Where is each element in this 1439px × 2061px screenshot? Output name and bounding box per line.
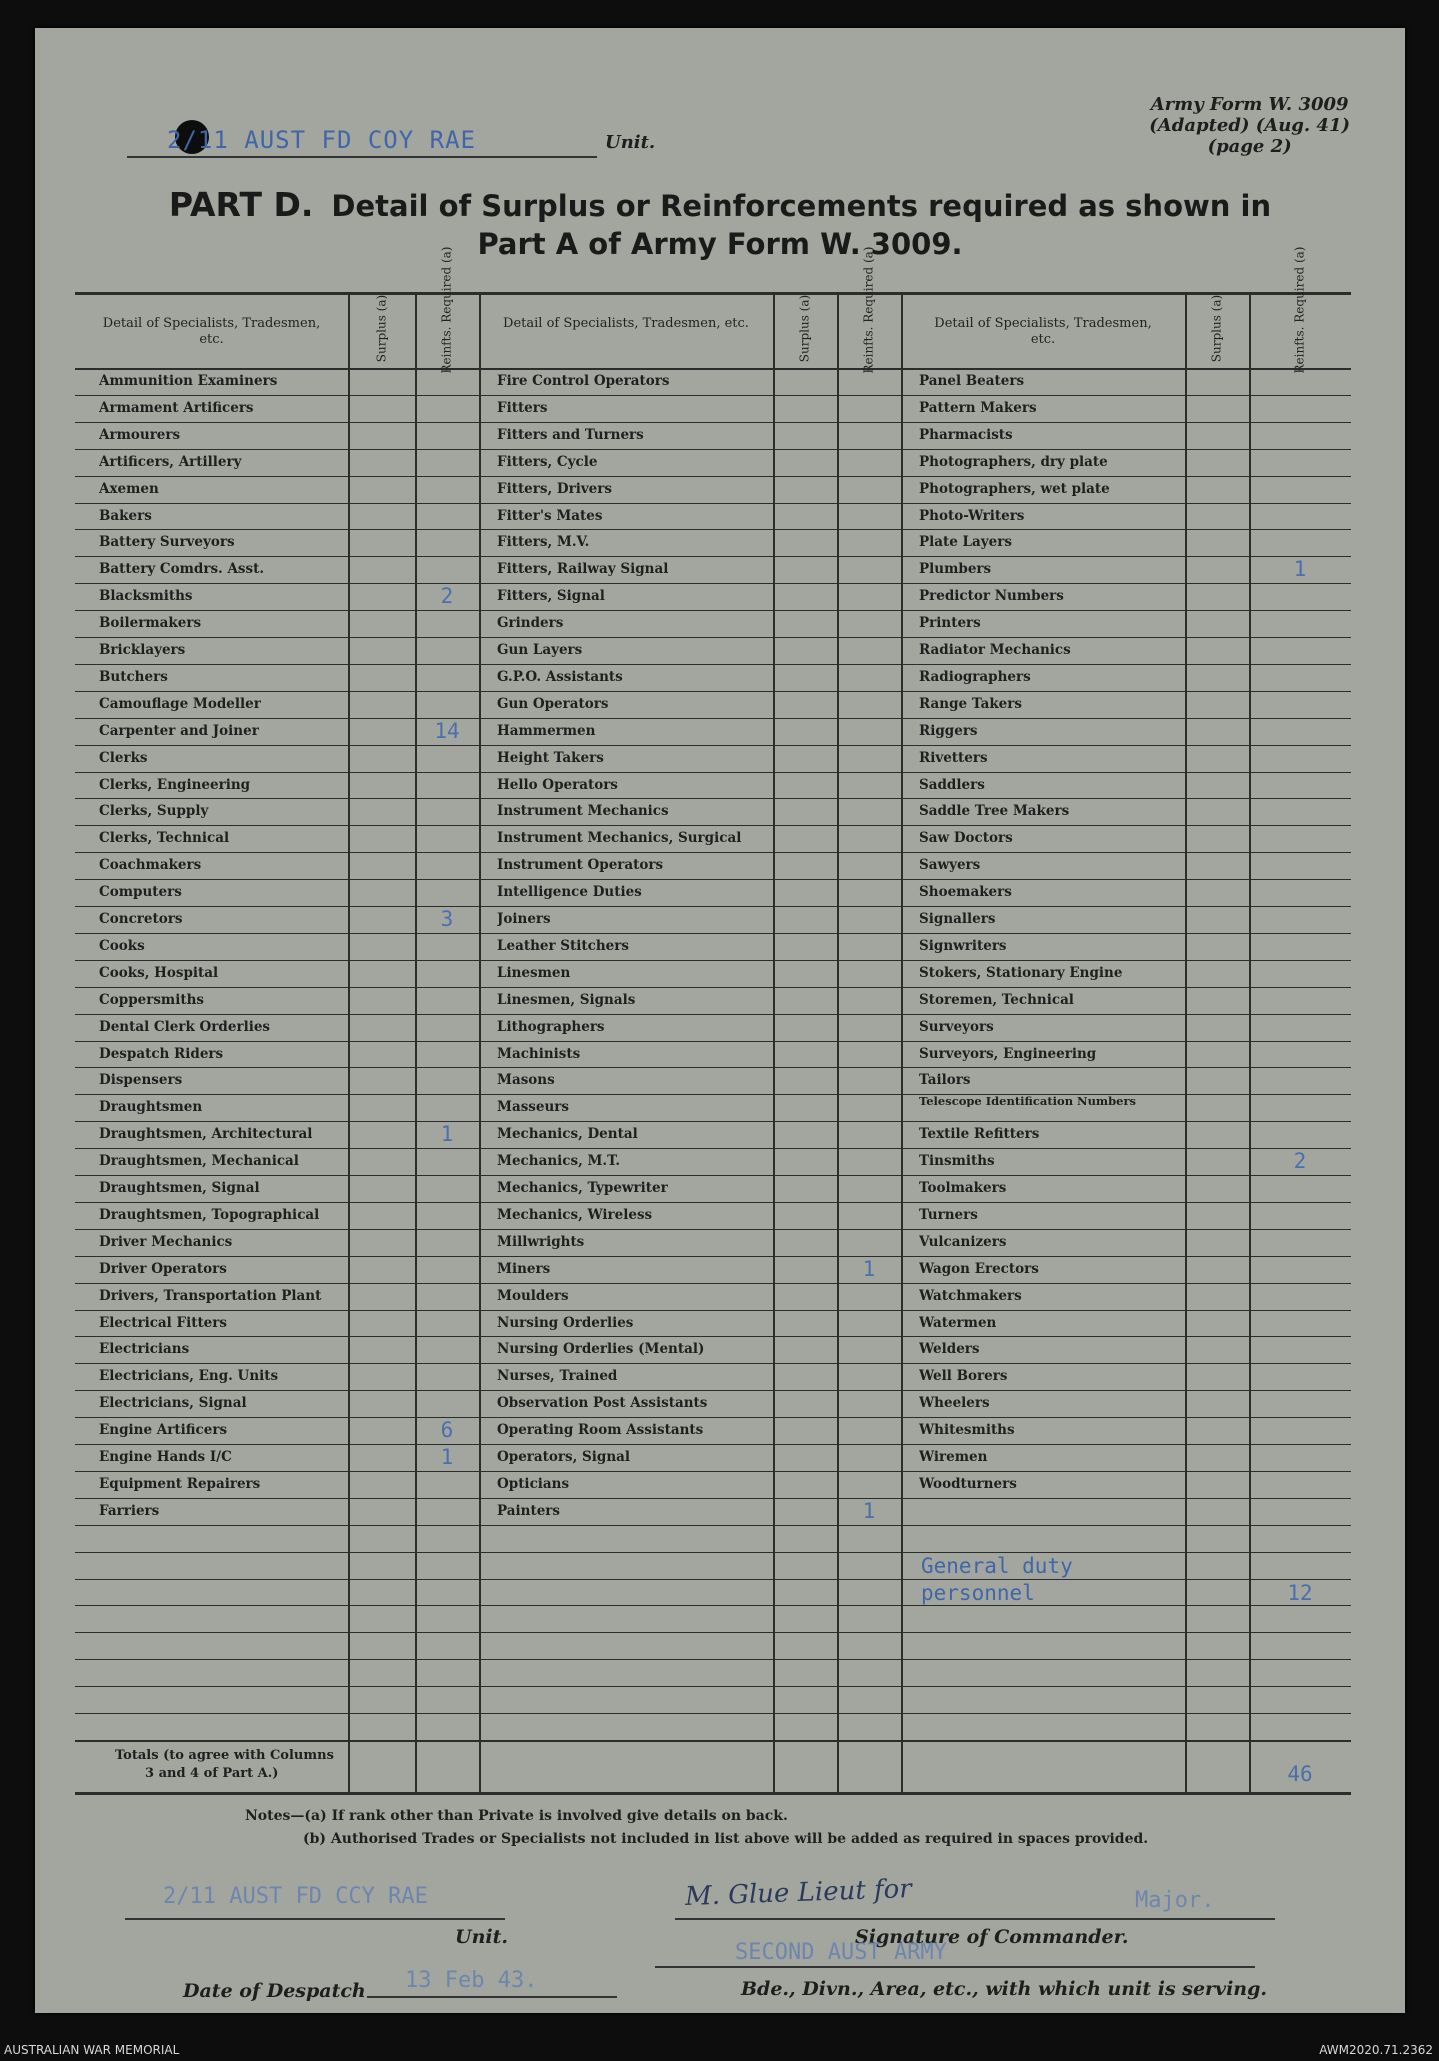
specialist-2-8: Predictor Numbers <box>919 588 1064 605</box>
surplus-header: Surplus (a) <box>797 294 812 363</box>
specialist-1-14: Height Takers <box>497 749 604 766</box>
specialist-2-13: Riggers <box>919 722 978 739</box>
table-top-rule <box>75 292 1351 295</box>
row-rule <box>75 1713 1351 1714</box>
unit-top-field <box>127 124 656 158</box>
row-rule <box>75 745 1351 746</box>
specialist-2-2: Pharmacists <box>919 426 1013 443</box>
specialist-1-8: Fitters, Signal <box>497 588 605 605</box>
reinfts-header: Reinfts. Required (a) <box>861 246 876 374</box>
reinforcement-value: 2 <box>440 584 454 609</box>
row-rule <box>75 825 1351 826</box>
specialist-0-37: Electricians, Eng. Units <box>99 1368 279 1385</box>
specialist-0-13: Carpenter and Joiner <box>99 722 259 739</box>
reinforcement-value: 1 <box>862 1498 876 1523</box>
row-rule <box>75 1336 1351 1337</box>
specialist-1-11: G.P.O. Assistants <box>497 668 623 685</box>
date-line <box>367 1996 617 1998</box>
specialist-2-35: Watermen <box>919 1314 997 1331</box>
specialist-1-18: Instrument Operators <box>497 857 664 874</box>
row-rule <box>75 1202 1351 1203</box>
row-rule <box>75 422 1351 423</box>
specialist-2-33: Wagon Erectors <box>919 1260 1039 1277</box>
specialist-0-42: Farriers <box>99 1502 160 1519</box>
form-ref-line-2: (Adapted) (Aug. 41) <box>1149 115 1350 136</box>
specialist-2-32: Vulcanizers <box>919 1233 1007 1250</box>
specialist-1-1: Fitters <box>497 399 548 416</box>
extra-entry-line-1: General duty <box>921 1553 1073 1578</box>
specialist-2-31: Turners <box>919 1206 978 1223</box>
specialist-0-41: Equipment Repairers <box>99 1475 261 1492</box>
specialist-2-29: Tinsmiths <box>919 1153 995 1170</box>
specialist-1-29: Mechanics, M.T. <box>497 1153 621 1170</box>
column-header: Detail of Specialists, Tradesmen, etc. <box>934 316 1152 347</box>
specialist-1-10: Gun Layers <box>497 642 583 658</box>
specialist-0-12: Camouflage Modeller <box>99 695 261 712</box>
specialist-1-3: Fitters, Cycle <box>497 453 598 470</box>
specialist-2-27: Telescope Identification Numbers <box>919 1095 1136 1108</box>
row-rule <box>75 529 1351 530</box>
footer-unit-line <box>125 1918 505 1920</box>
surplus-header: Surplus (a) <box>1209 294 1224 363</box>
title-part: PART D. <box>168 185 314 224</box>
specialist-2-28: Textile Refitters <box>919 1126 1040 1143</box>
specialist-0-15: Clerks, Engineering <box>99 776 251 793</box>
page-title <box>35 186 1405 263</box>
specialist-1-23: Linesmen, Signals <box>497 991 636 1008</box>
reinfts-header: Reinfts. Required (a) <box>439 246 454 374</box>
specialist-0-31: Draughtsmen, Topographical <box>99 1206 320 1223</box>
specialist-0-24: Dental Clerk Orderlies <box>99 1018 271 1035</box>
col-rule <box>773 294 775 1792</box>
specialist-0-18: Coachmakers <box>99 857 202 874</box>
row-rule <box>75 1014 1351 1015</box>
specialist-1-9: Grinders <box>497 615 564 632</box>
specialist-1-0: Fire Control Operators <box>497 373 670 389</box>
specialist-1-34: Moulders <box>497 1287 569 1304</box>
specialist-2-16: Saddle Tree Makers <box>919 803 1070 820</box>
specialist-0-27: Draughtsmen <box>99 1099 203 1116</box>
row-rule <box>75 718 1351 719</box>
specialist-0-40: Engine Hands I/C <box>99 1449 232 1465</box>
specialist-2-18: Sawyers <box>919 857 981 874</box>
specialist-0-23: Coppersmiths <box>99 991 204 1008</box>
unit-top-label: Unit. <box>605 132 656 153</box>
col-rule <box>901 294 903 1792</box>
specialist-2-41: Woodturners <box>919 1475 1017 1492</box>
row-rule <box>75 1283 1351 1284</box>
specialist-2-9: Printers <box>919 615 981 632</box>
signature: M. Glue Lieut for <box>684 1874 913 1912</box>
extra-entry-value: 12 <box>1287 1580 1313 1605</box>
col-rule <box>479 294 481 1792</box>
specialist-0-14: Clerks <box>99 749 148 766</box>
specialist-2-24: Surveyors <box>919 1018 994 1035</box>
specialist-0-4: Axemen <box>99 480 159 497</box>
specialist-2-40: Wiremen <box>919 1449 988 1465</box>
specialist-1-6: Fitters, M.V. <box>497 534 590 551</box>
specialist-0-1: Armament Artificers <box>99 399 254 416</box>
row-rule <box>75 1363 1351 1364</box>
row-rule <box>75 1659 1351 1660</box>
specialist-2-26: Tailors <box>919 1072 971 1089</box>
row-rule <box>75 1175 1351 1176</box>
specialist-2-25: Surveyors, Engineering <box>919 1045 1097 1062</box>
form-sheet <box>35 28 1405 2013</box>
totals-rule <box>75 1740 1351 1742</box>
specialist-2-15: Saddlers <box>919 776 985 793</box>
row-rule <box>75 1525 1351 1526</box>
specialist-1-32: Millwrights <box>497 1233 585 1250</box>
specialist-2-23: Storemen, Technical <box>919 991 1074 1008</box>
specialist-2-34: Watchmakers <box>919 1287 1022 1304</box>
credit-left: AUSTRALIAN WAR MEMORIAL <box>4 2043 180 2057</box>
reinforcement-value: 2 <box>1293 1149 1307 1174</box>
specialist-2-11: Radiographers <box>919 668 1031 685</box>
reinforcement-value: 6 <box>440 1418 454 1443</box>
row-rule <box>75 906 1351 907</box>
specialist-0-39: Engine Artificers <box>99 1422 228 1439</box>
column-header: Detail of Specialists, Tradesmen, etc. <box>102 316 321 347</box>
signature-label: Signature of Commander. <box>855 1926 1129 1948</box>
specialist-1-7: Fitters, Railway Signal <box>497 561 669 578</box>
form-reference <box>1149 94 1350 157</box>
specialist-0-36: Electricians <box>99 1341 190 1358</box>
row-rule <box>75 610 1351 611</box>
specialist-1-24: Lithographers <box>497 1018 605 1035</box>
row-rule <box>75 1686 1351 1687</box>
row-rule <box>75 503 1351 504</box>
specialist-1-22: Linesmen <box>497 964 571 981</box>
row-rule <box>75 1632 1351 1633</box>
specialist-2-38: Wheelers <box>919 1395 990 1412</box>
row-rule <box>75 1256 1351 1257</box>
totals-label-1: Totals (to agree with Columns <box>115 1747 334 1763</box>
row-rule <box>75 556 1351 557</box>
specialist-2-36: Welders <box>919 1341 980 1358</box>
specialist-1-25: Machinists <box>497 1045 581 1062</box>
row-rule <box>75 449 1351 450</box>
row-rule <box>75 879 1351 880</box>
col-rule <box>348 294 350 1792</box>
specialist-2-21: Signwriters <box>919 937 1007 954</box>
row-rule <box>75 664 1351 665</box>
specialist-2-12: Range Takers <box>919 695 1022 712</box>
specialist-0-22: Cooks, Hospital <box>99 964 219 981</box>
row-rule <box>75 1605 1351 1606</box>
row-rule <box>75 1552 1351 1553</box>
row-rule <box>75 395 1351 396</box>
row-rule <box>75 1498 1351 1499</box>
totals-label-2: 3 and 4 of Part A.) <box>145 1765 279 1781</box>
specialist-0-5: Bakers <box>99 507 152 524</box>
row-rule <box>75 1471 1351 1472</box>
specialist-1-41: Opticians <box>497 1475 570 1492</box>
reinforcement-value: 1 <box>862 1256 876 1281</box>
signature-rank: Major. <box>1135 1888 1215 1913</box>
totals-value: 46 <box>1287 1761 1313 1786</box>
specialist-0-0: Ammunition Examiners <box>99 373 278 389</box>
form-ref-line-1: Army Form W. 3009 <box>1150 94 1349 115</box>
signature-line <box>675 1918 1275 1920</box>
specialist-1-4: Fitters, Drivers <box>497 480 612 497</box>
row-rule <box>75 852 1351 853</box>
reinfts-header: Reinfts. Required (a) <box>1292 246 1307 374</box>
extra-entry-line-2: personnel <box>921 1580 1035 1605</box>
date-label: Date of Despatch <box>183 1980 366 2002</box>
specialist-1-21: Leather Stitchers <box>497 937 629 954</box>
specialist-0-17: Clerks, Technical <box>99 830 230 847</box>
row-rule <box>75 637 1351 638</box>
specialist-1-17: Instrument Mechanics, Surgical <box>497 830 742 847</box>
footer-unit-label: Unit. <box>455 1926 508 1948</box>
specialist-2-4: Photographers, wet plate <box>919 480 1110 497</box>
specialist-0-8: Blacksmiths <box>99 588 193 605</box>
specialist-2-6: Plate Layers <box>919 534 1012 551</box>
row-rule <box>75 1067 1351 1068</box>
row-rule <box>75 960 1351 961</box>
row-rule <box>75 1229 1351 1230</box>
specialist-0-10: Bricklayers <box>99 642 186 658</box>
specialist-1-33: Miners <box>497 1260 551 1277</box>
unit-top-typed: 2/11 AUST FD COY RAE <box>167 126 476 154</box>
specialist-0-9: Boilermakers <box>99 615 202 632</box>
reinforcement-value: 1 <box>440 1122 454 1147</box>
specialist-0-3: Artificers, Artillery <box>99 453 242 470</box>
specialist-0-6: Battery Surveyors <box>99 534 235 551</box>
specialist-0-19: Computers <box>99 884 182 901</box>
specialist-1-36: Nursing Orderlies (Mental) <box>497 1341 705 1358</box>
row-rule <box>75 933 1351 934</box>
credit-right: AWM2020.71.2362 <box>1319 2043 1433 2057</box>
row-rule <box>75 798 1351 799</box>
specialist-1-15: Hello Operators <box>497 776 618 793</box>
specialist-1-2: Fitters and Turners <box>497 426 644 443</box>
col-rule <box>1249 294 1251 1792</box>
reinforcement-value: 3 <box>440 907 454 931</box>
bde-typed: SECOND AUST ARMY <box>735 1940 947 1965</box>
column-header: Detail of Specialists, Tradesmen, etc. <box>503 316 749 331</box>
title-line-1: Detail of Surplus or Reinforcements required as shown in <box>331 189 1272 223</box>
specialist-2-22: Stokers, Stationary Engine <box>919 964 1123 981</box>
specialist-2-1: Pattern Makers <box>919 399 1037 416</box>
footer-unit-typed: 2/11 AUST FD CCY RAE <box>163 1884 428 1909</box>
specialist-1-16: Instrument Mechanics <box>497 803 669 820</box>
specialist-1-31: Mechanics, Wireless <box>497 1206 653 1223</box>
specialist-1-26: Masons <box>497 1072 555 1089</box>
specialist-1-20: Joiners <box>497 911 551 927</box>
specialist-2-3: Photographers, dry plate <box>919 453 1108 470</box>
specialist-0-20: Concretors <box>99 911 183 927</box>
specialist-2-19: Shoemakers <box>919 884 1012 901</box>
specialist-0-26: Dispensers <box>99 1072 183 1089</box>
row-rule <box>75 1041 1351 1042</box>
specialist-0-35: Electrical Fitters <box>99 1314 227 1331</box>
specialist-1-19: Intelligence Duties <box>497 884 642 901</box>
reinforcement-value: 1 <box>440 1445 454 1469</box>
specialist-0-32: Driver Mechanics <box>99 1233 233 1250</box>
specialist-0-2: Armourers <box>99 426 181 443</box>
bde-line <box>655 1966 1255 1968</box>
specialist-1-28: Mechanics, Dental <box>497 1126 638 1143</box>
table-bottom-rule <box>75 1792 1351 1795</box>
specialist-1-35: Nursing Orderlies <box>497 1314 634 1331</box>
specialist-0-16: Clerks, Supply <box>99 803 209 820</box>
specialist-2-10: Radiator Mechanics <box>919 642 1071 658</box>
specialist-2-39: Whitesmiths <box>919 1422 1015 1439</box>
specialist-1-38: Observation Post Assistants <box>497 1395 708 1412</box>
row-rule <box>75 987 1351 988</box>
row-rule <box>75 1444 1351 1445</box>
specialist-2-17: Saw Doctors <box>919 830 1013 847</box>
specialist-1-39: Operating Room Assistants <box>497 1422 704 1439</box>
specialist-0-28: Draughtsmen, Architectural <box>99 1126 313 1143</box>
specialist-2-14: Rivetters <box>919 749 988 766</box>
row-rule <box>75 691 1351 692</box>
specialist-1-12: Gun Operators <box>497 695 609 712</box>
specialist-0-29: Draughtsmen, Mechanical <box>99 1153 299 1170</box>
specialist-2-0: Panel Beaters <box>919 373 1025 389</box>
specialist-2-7: Plumbers <box>919 561 992 578</box>
title-line-2: Part A of Army Form W. 3009. <box>477 227 963 261</box>
note-b: (b) Authorised Trades or Specialists not included in list above will be added as required in spaces provided. <box>303 1831 1149 1847</box>
row-rule <box>75 1148 1351 1149</box>
col-rule <box>837 294 839 1792</box>
date-typed: 13 Feb 43. <box>405 1968 538 1993</box>
specialist-2-20: Signallers <box>919 911 996 927</box>
row-rule <box>75 1579 1351 1580</box>
header-rule <box>75 368 1351 370</box>
specialist-1-42: Painters <box>497 1502 561 1519</box>
specialist-0-21: Cooks <box>99 937 145 954</box>
specialist-1-27: Masseurs <box>497 1099 570 1116</box>
specialist-2-37: Well Borers <box>919 1368 1008 1385</box>
bde-label: Bde., Divn., Area, etc., with which unit is serving. <box>741 1978 1268 2000</box>
specialist-1-40: Operators, Signal <box>497 1449 631 1465</box>
row-rule <box>75 1390 1351 1391</box>
specialist-0-30: Draughtsmen, Signal <box>99 1180 260 1196</box>
specialist-1-5: Fitter's Mates <box>497 507 603 524</box>
specialist-2-30: Toolmakers <box>919 1180 1007 1196</box>
specialist-1-30: Mechanics, Typewriter <box>497 1180 668 1196</box>
specialist-0-11: Butchers <box>99 668 168 685</box>
specialist-2-5: Photo-Writers <box>919 507 1025 524</box>
row-rule <box>75 772 1351 773</box>
specialist-0-38: Electricians, Signal <box>99 1395 247 1412</box>
row-rule <box>75 1417 1351 1418</box>
specialist-0-7: Battery Comdrs. Asst. <box>99 561 265 578</box>
reinforcement-value: 1 <box>1293 557 1307 582</box>
note-a: Notes—(a) If rank other than Private is involved give details on back. <box>245 1808 788 1824</box>
row-rule <box>75 583 1351 584</box>
row-rule <box>75 1310 1351 1311</box>
form-ref-line-3: (page 2) <box>1207 136 1292 157</box>
specialist-0-34: Drivers, Transportation Plant <box>99 1287 322 1304</box>
specialist-1-37: Nurses, Trained <box>497 1368 618 1385</box>
surplus-header: Surplus (a) <box>374 294 388 363</box>
row-rule <box>75 1121 1351 1122</box>
specialist-0-33: Driver Operators <box>99 1260 227 1277</box>
specialist-1-13: Hammermen <box>497 722 596 739</box>
col-rule <box>415 294 417 1792</box>
reinforcement-value: 14 <box>434 718 460 743</box>
col-rule <box>1185 294 1187 1792</box>
row-rule <box>75 476 1351 477</box>
specialist-0-25: Despatch Riders <box>99 1045 224 1062</box>
